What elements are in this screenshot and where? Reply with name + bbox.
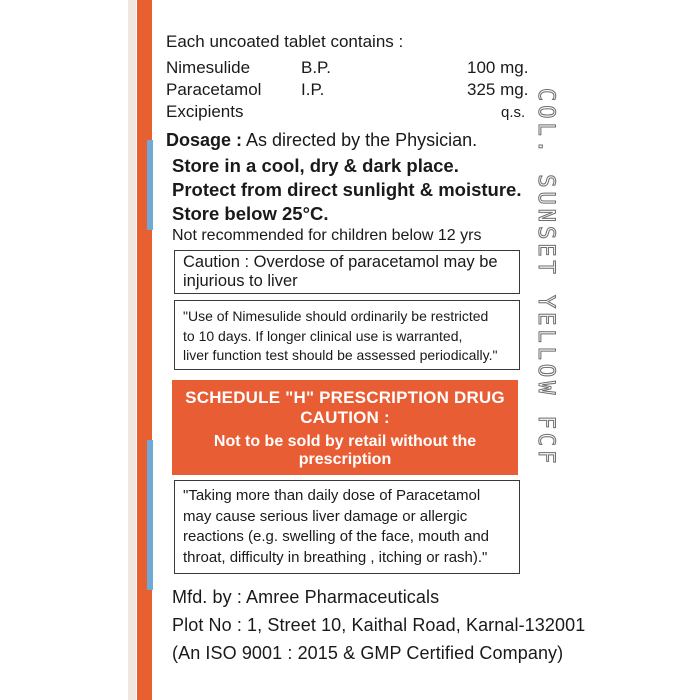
nimesulide-warning-box: [174, 300, 520, 370]
caution-line: injurious to liver: [183, 272, 298, 290]
nimesulide-line: liver function test should be assessed periodically.": [183, 347, 498, 363]
storage-line: Store below 25°C.: [172, 203, 329, 224]
ingredient-standard: B.P.: [301, 58, 331, 77]
dosage-text: As directed by the Physician.: [242, 130, 478, 150]
caution-box: [174, 250, 520, 294]
paracetamol-warning-box: [174, 480, 520, 574]
paracetamol-line: reactions (e.g. swelling of the face, mouth and: [183, 528, 490, 545]
dosage-line: [166, 130, 477, 151]
schedule-line: Not to be sold by retail without the prescription: [213, 433, 477, 468]
schedule-title: SCHEDULE "H" PRESCRIPTION DRUG CAUTION :: [185, 388, 505, 427]
ingredient-name: Nimesulide: [166, 58, 251, 77]
storage-line: Protect from direct sunlight & moisture.: [172, 179, 522, 200]
orange-side-band: [137, 0, 152, 700]
schedule-h-warning: [172, 380, 518, 475]
ingredient-amount: 325 mg.: [467, 80, 529, 99]
caution-line: Caution : Overdose of paracetamol may be: [183, 253, 498, 271]
paracetamol-line: may cause serious liver damage or allergic: [183, 507, 468, 525]
color-note-text: COL. SUNSET YELLOW FCF: [533, 88, 558, 468]
manufacturer-line: Mfd. by : Amree Pharmaceuticals: [172, 587, 440, 607]
ingredient-amount: 100 mg.: [467, 58, 529, 77]
children-note: Not recommended for children below 12 yrs: [172, 227, 482, 244]
blue-side-mark: [147, 140, 153, 230]
dosage-label: Dosage :: [166, 130, 243, 150]
ingredient-name: Excipients: [166, 102, 244, 121]
certification-line: (An ISO 9001 : 2015 & GMP Certified Company): [172, 643, 564, 663]
paracetamol-line: "Taking more than daily dose of Paracetamol: [183, 487, 481, 504]
ingredient-name: Paracetamol: [166, 80, 262, 99]
paracetamol-line: throat, difficulty in breathing , itching or rash).": [183, 548, 488, 566]
address-line: Plot No : 1, Street 10, Kaithal Road, Karnal-132001: [172, 615, 586, 635]
ingredient-standard: I.P.: [301, 80, 325, 99]
carton-edge: [128, 0, 136, 700]
composition-header: Each uncoated tablet contains :: [166, 32, 404, 51]
storage-line: Store in a cool, dry & dark place.: [172, 155, 459, 176]
ingredient-amount: q.s.: [501, 104, 526, 121]
color-note-vertical: [528, 88, 564, 508]
nimesulide-line: to 10 days. If longer clinical use is warranted,: [183, 327, 463, 344]
blue-side-mark: [147, 440, 153, 590]
nimesulide-line: "Use of Nimesulide should ordinarily be restricted: [183, 308, 489, 324]
